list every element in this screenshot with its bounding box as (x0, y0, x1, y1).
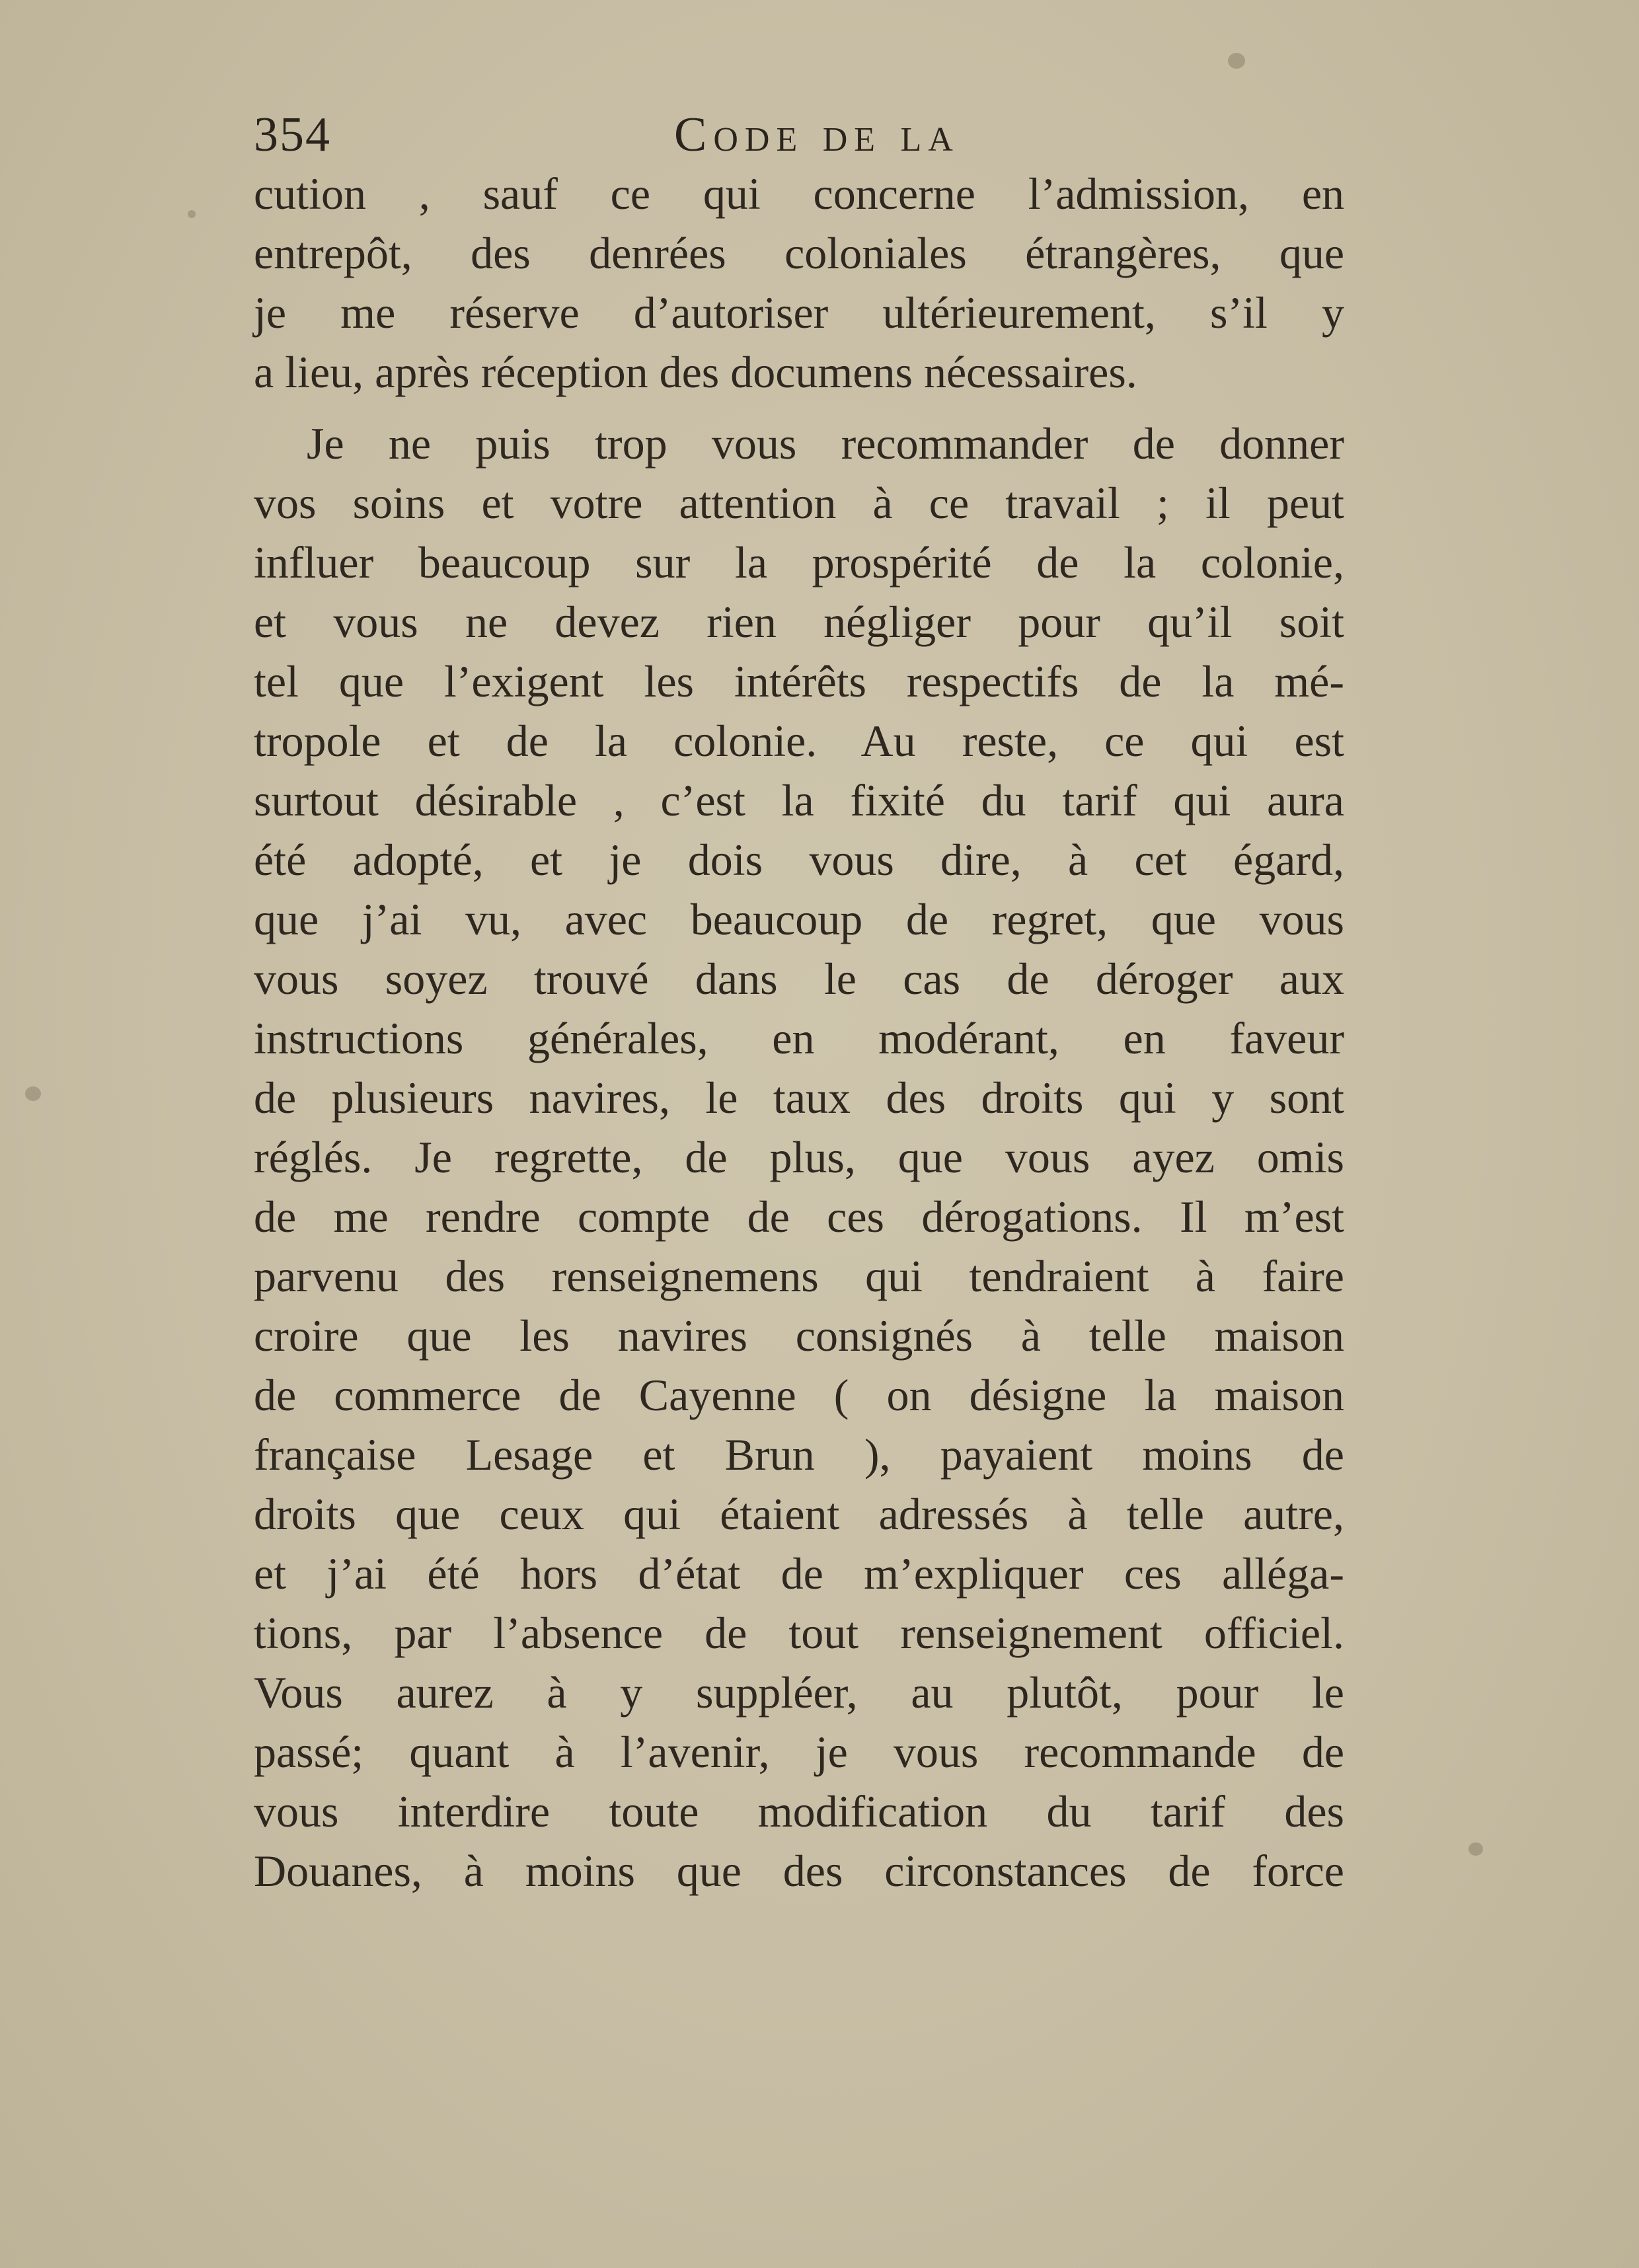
paper-stain (1468, 1842, 1483, 1856)
text-line: tel que l’exigent les intérêts respectifs de la mé- (254, 656, 1344, 706)
running-head: Code de la (674, 108, 960, 162)
text-line: que j’ai vu, avec beaucoup de regret, que vous (254, 894, 1344, 944)
text-line: et vous ne devez rien négliger pour qu’il soit (254, 597, 1344, 647)
text-line: tions, par l’absence de tout renseignement officiel. (254, 1608, 1344, 1658)
text-line: vous soyez trouvé dans le cas de déroger aux (254, 954, 1344, 1004)
text-line: réglés. Je regrette, de plus, que vous ayez omis (254, 1132, 1344, 1182)
text-line: droits que ceux qui étaient adressés à telle autre, (254, 1489, 1344, 1539)
text-line: été adopté, et je dois vous dire, à cet égard, (254, 835, 1344, 885)
text-line: a lieu, après réception des documens nécessaires. (254, 347, 1137, 397)
paper-stain (188, 210, 196, 218)
text-line: Douanes, à moins que des circonstances de force (254, 1846, 1344, 1896)
text-line: croire que les navires consignés à telle maison (254, 1310, 1344, 1361)
text-line: de me rendre compte de ces dérogations. Il m’est (254, 1191, 1344, 1242)
text-line: vos soins et votre attention à ce travail ; il peut (254, 478, 1344, 528)
body-text (254, 164, 1344, 1901)
text-line: surtout désirable , c’est la fixité du tarif qui aura (254, 775, 1344, 825)
text-line: entrepôt, des denrées coloniales étrangères, que (254, 228, 1344, 278)
page-number: 354 (254, 108, 331, 162)
text-line: parvenu des renseignemens qui tendraient à faire (254, 1251, 1344, 1301)
text-line: je me réserve d’autoriser ultérieurement, s’il y (254, 287, 1344, 338)
text-line: cution , sauf ce qui concerne l’admission, en (254, 169, 1344, 219)
text-line: influer beaucoup sur la prospérité de la colonie, (254, 537, 1344, 587)
text-line: instructions générales, en modérant, en faveur (254, 1013, 1344, 1063)
paper-stain (25, 1086, 41, 1101)
paper-stain (1228, 53, 1245, 69)
text-line: tropole et de la colonie. Au reste, ce qui est (254, 716, 1344, 766)
text-line: de plusieurs navires, le taux des droits qui y sont (254, 1073, 1344, 1123)
text-line: Je ne puis trop vous recommander de donner (307, 418, 1344, 469)
text-line: française Lesage et Brun ), payaient moins de (254, 1429, 1344, 1480)
text-line: de commerce de Cayenne ( on désigne la maison (254, 1370, 1344, 1420)
text-line: passé; quant à l’avenir, je vous recommande de (254, 1727, 1344, 1777)
text-line: Vous aurez à y suppléer, au plutôt, pour le (254, 1667, 1344, 1718)
paragraph-gap (254, 402, 1344, 414)
page-header (254, 104, 1344, 165)
text-line: et j’ai été hors d’état de m’expliquer ces alléga- (254, 1548, 1344, 1599)
text-line: vous interdire toute modification du tarif des (254, 1786, 1344, 1836)
